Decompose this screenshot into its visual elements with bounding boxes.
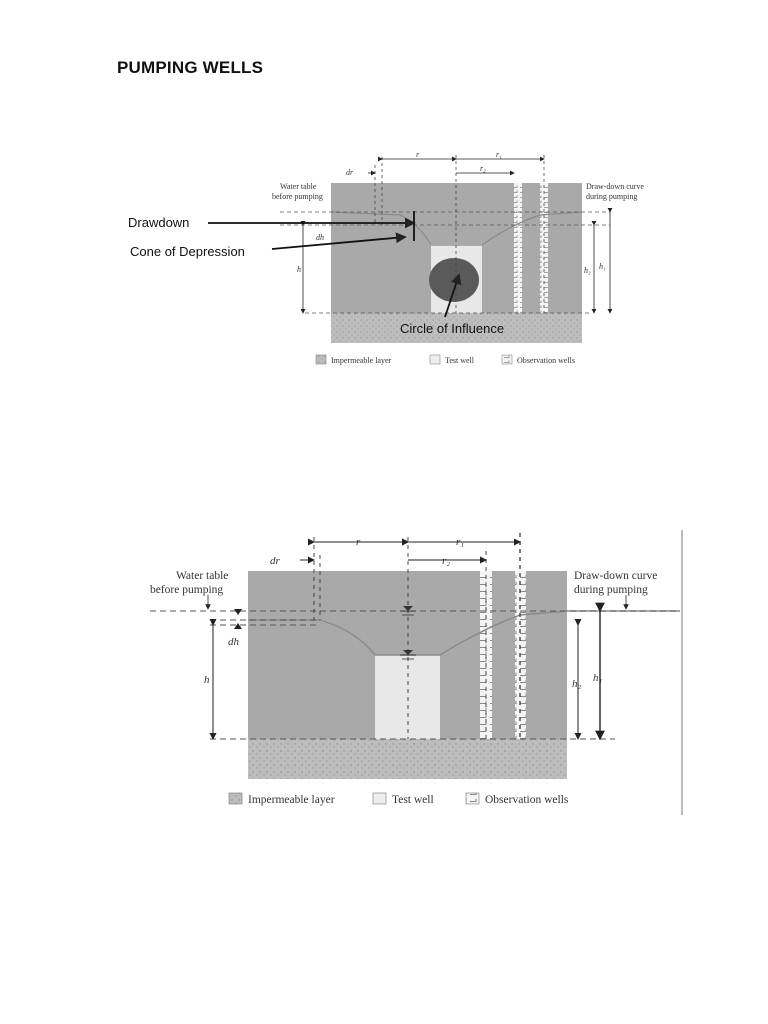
observation-well-1 [514, 183, 522, 313]
soil-block-left [331, 183, 431, 313]
label-h2: h₂ [572, 678, 582, 690]
legend-impermeable-label: Impermeable layer [248, 794, 335, 806]
drawdown-curve-label-2: during pumping [574, 584, 648, 596]
label-h1: h₁ [593, 672, 603, 684]
label-r: r [356, 536, 361, 548]
legend-test-well-label: Test well [445, 356, 474, 365]
legend-observation-swatch [466, 793, 479, 804]
label-dr: dr [270, 555, 280, 567]
page-title: PUMPING WELLS [117, 58, 264, 77]
label-h: h [297, 265, 301, 274]
soil-block-right [526, 571, 567, 739]
drawdown-annotation: Drawdown [128, 215, 190, 230]
label-r2: r₂ [480, 164, 486, 173]
soil-block-left [248, 571, 375, 739]
legend-observation-label: Observation wells [485, 794, 569, 806]
water-table-label-2: before pumping [150, 584, 224, 596]
legend-test-well-label: Test well [392, 794, 434, 806]
label-dh: dh [228, 636, 239, 648]
label-r2: r₂ [442, 555, 451, 567]
label-r: r [416, 150, 420, 159]
legend-impermeable-label: Impermeable layer [331, 356, 392, 365]
legend-impermeable-swatch [229, 793, 242, 804]
label-h2: h₂ [584, 266, 591, 275]
pumping-well-diagram-annotated [120, 145, 644, 380]
soil-block-mid2 [492, 571, 515, 739]
soil-block-mid [482, 183, 514, 313]
cone-of-depression-annotation: Cone of Depression [130, 244, 245, 259]
drawdown-curve-label: Draw-down curve [586, 182, 644, 191]
diagram-1-svg [120, 145, 644, 380]
label-dr: dr [346, 168, 354, 177]
drawdown-curve-label: Draw-down curve [574, 570, 658, 582]
label-h1: h₁ [599, 262, 606, 271]
legend-impermeable-swatch [316, 355, 326, 364]
soil-block-right [548, 183, 582, 313]
soil-block-mid [440, 571, 480, 739]
label-dh: dh [316, 233, 324, 242]
label-h: h [204, 674, 210, 686]
legend-test-well-swatch [430, 355, 440, 364]
water-table-label: Water table [280, 182, 317, 191]
legend-observation-label: Observation wells [517, 356, 575, 365]
impermeable-layer [248, 739, 567, 779]
label-r1: r₁ [456, 536, 465, 548]
legend-observation-swatch [502, 355, 512, 364]
water-table-label: Water table [176, 570, 229, 582]
water-table-label-2: before pumping [272, 192, 323, 201]
legend-test-well-swatch [373, 793, 386, 804]
circle-of-influence-annotation: Circle of Influence [400, 321, 505, 336]
label-r1: r₁ [496, 150, 502, 159]
diagram-2-svg [140, 525, 700, 825]
soil-block-mid2 [522, 183, 540, 313]
drawdown-curve-label-2: during pumping [586, 192, 638, 201]
pumping-well-diagram [140, 525, 700, 825]
circle-of-influence-shape [429, 258, 479, 302]
